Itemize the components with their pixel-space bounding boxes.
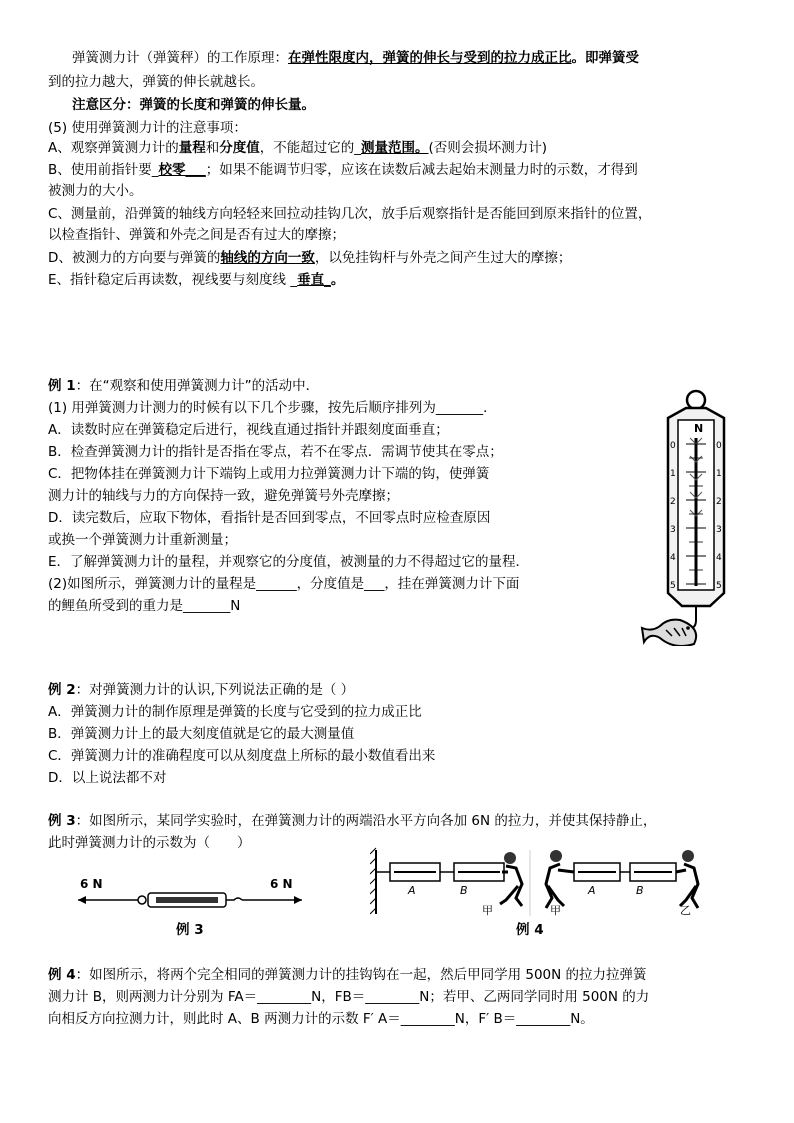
example-2-title: 例 2：对弹簧测力计的认识,下列说法正确的是（ ） [48,682,355,698]
force-left-label: 6 N [80,877,103,891]
example-2-option-b: B．弹簧测力计上的最大刻度值就是它的最大测量值 [48,726,355,742]
example-1-q2: (2)如图所示，弹簧测力计的量程是______，分度值是___，挂在弹簧测力计下面 [48,576,520,592]
tick-left-5: 5 [670,581,676,591]
precaution-c-cont: 以检查指针、弹簧和外壳之间是否有过大的摩擦； [48,227,345,243]
example-3-title: 例 3：如图所示，某同学实验时，在弹簧测力计的两端沿水平方向各加 6N 的拉力，并使其保持静止， [48,813,657,829]
figure-jia-right: 甲 [550,904,561,917]
example-4-figure [370,846,710,918]
example-3-caption: 例 3 [176,922,204,938]
scale-a-label-2: A [588,884,596,897]
tick-right-4: 4 [716,553,722,563]
tick-left-2: 2 [670,497,676,507]
scale-a-label: A [408,884,416,897]
example-2-option-d: D．以上说法都不对 [48,770,167,786]
precaution-b: B、使用前指针要_校零___；如果不能调节归零，应该在读数后减去起始末测量力时的示数，才得到 [48,162,638,178]
precautions-heading: (5) 使用弹簧测力计的注意事项： [48,120,247,136]
precaution-c: C、测量前，沿弹簧的轴线方向轻轻来回拉动挂钩几次，放手后观察指针是否能回到原来指针的位置， [48,206,652,222]
tick-right-5: 5 [716,581,722,591]
intro-line-2: 到的拉力越大，弹簧的伸长就越长。 [48,74,264,90]
example-1-step-e: E．了解弹簧测力计的量程，并观察它的分度值，被测量的力不得超过它的量程． [48,554,530,570]
force-right-label: 6 N [270,877,293,891]
figure-jia-left: 甲 [482,904,493,917]
example-2-option-c: C．弹簧测力计的准确程度可以从刻度盘上所标的最小数值看出来 [48,748,436,764]
precaution-d: D、被测力的方向要与弹簧的轴线的方向一致，以免挂钩杆与外壳之间产生过大的摩擦； [48,250,572,266]
example-1-q1: (1) 用弹簧测力计测力的时候有以下几个步骤，按先后顺序排列为_______． [48,400,497,416]
example-1-step-a: A．读数时应在弹簧稳定后进行，视线直通过指针并跟刻度面垂直； [48,422,449,438]
person-jia-right-icon [546,850,574,908]
scale-b-label-2: B [636,884,644,897]
precaution-e: E、指针稳定后再读数，视线要与刻度线 _垂直_。 [48,272,345,288]
example-4-line-2: 测力计 B，则两测力计分别为 FA＝________N，FB＝________N；若甲、乙两同学同时用 500N 的力 [48,989,650,1005]
example-3-figure [74,872,306,912]
example-1-step-b: B．检查弹簧测力计的指针是否指在零点，若不在零点．需调节使其在零点； [48,444,503,460]
spring-scale-figure [640,388,730,646]
example-3-cont: 此时弹簧测力计的示数为（ ） [48,835,251,851]
tick-left-3: 3 [670,525,676,535]
intro-line-1: 弹簧测力计（弹簧秤）的工作原理：在弹性限度内，弹簧的伸长与受到的拉力成正比。即弹簧受 [72,50,639,66]
scale-unit-label: N [694,422,704,435]
fish-icon [642,620,696,646]
attention-note: 注意区分：弹簧的长度和弹簧的伸长量。 [72,97,315,113]
tick-right-2: 2 [716,497,722,507]
tick-left-0: 0 [670,441,676,451]
person-yi-icon [676,850,698,908]
example-1-step-c: C．把物体挂在弹簧测力计下端钩上或用力拉弹簧测力计下端的钩，使弹簧 [48,466,490,482]
tick-right-3: 3 [716,525,722,535]
precaution-b-cont: 被测力的大小。 [48,183,143,199]
example-4-line-3: 向相反方向拉测力计，则此时 A、B 两测力计的示数 F′ A＝________N，F′ B＝________N。 [48,1011,594,1027]
example-1-q2-cont: 的鲤鱼所受到的重力是_______N [48,598,241,614]
example-1-title: 例 1：在“观察和使用弹簧测力计”的活动中． [48,378,320,394]
principle-highlight: 在弹性限度内，弹簧的伸长与受到的拉力成正比 [288,50,572,66]
precaution-a: A、观察弹簧测力计的量程和分度值，不能超过它的_测量范围。(否则会损坏测力计) [48,140,548,156]
example-4-caption: 例 4 [516,922,544,938]
scale-b-label: B [460,884,468,897]
tick-right-1: 1 [716,469,722,479]
example-4-title: 例 4：如图所示，将两个完全相同的弹簧测力计的挂钩钩在一起，然后甲同学用 500N 的拉力拉弹簧 [48,967,647,983]
example-1-step-c-cont: 测力计的轴线与力的方向保持一致，避免弹簧号外壳摩擦； [48,488,399,504]
tick-left-4: 4 [670,553,676,563]
tick-left-1: 1 [670,469,676,479]
tick-right-0: 0 [716,441,722,451]
figure-yi: 乙 [680,904,691,917]
example-1-step-d-cont: 或换一个弹簧测力计重新测量； [48,532,237,548]
example-1-step-d: D．读完数后，应取下物体，看指针是否回到零点，不回零点时应检查原因 [48,510,491,526]
example-2-option-a: A．弹簧测力计的制作原理是弹簧的长度与它受到的拉力成正比 [48,704,422,720]
